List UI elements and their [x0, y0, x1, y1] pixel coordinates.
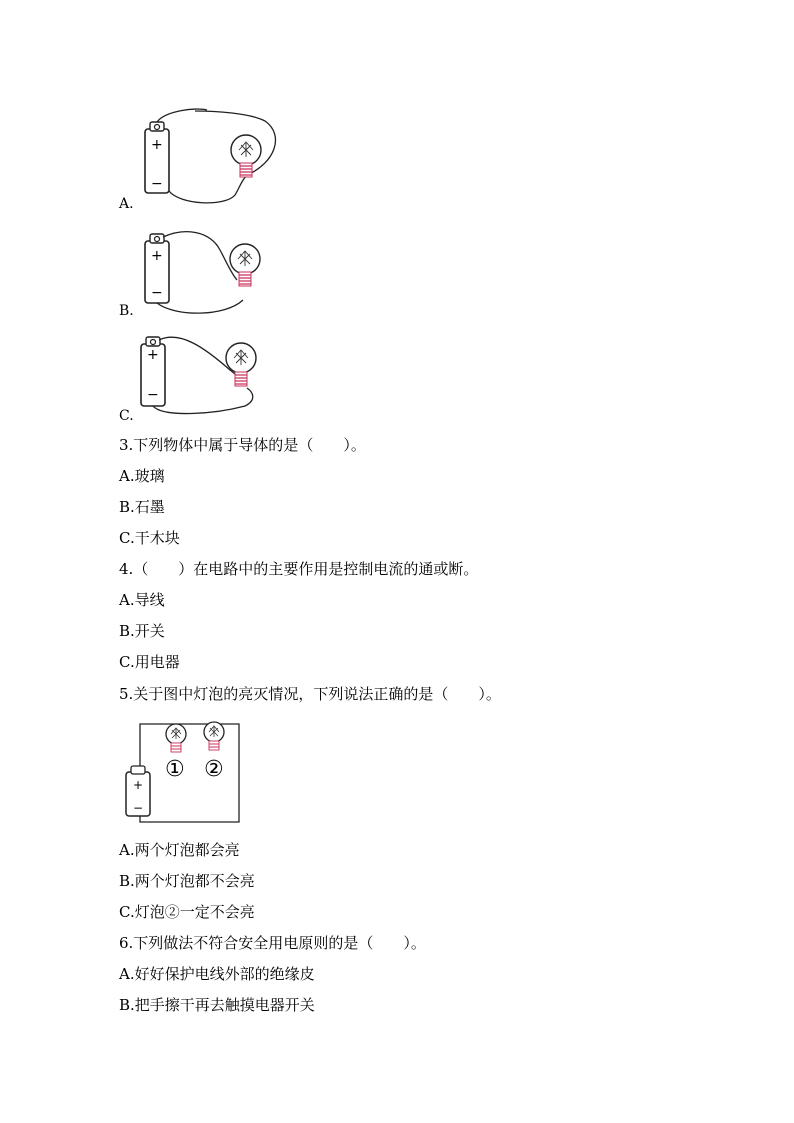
q2-option-a-label: A. [119, 196, 134, 212]
bulb-2 [204, 722, 224, 750]
battery-plus: + [133, 778, 144, 792]
q5-option-a: A.两个灯泡都会亮 [119, 841, 240, 859]
q2-option-b-label: B. [119, 303, 134, 319]
q6-stem: 6.下列做法不符合安全用电原则的是（ ）。 [119, 934, 426, 952]
q2-option-c-label: C. [119, 408, 134, 424]
q4-option-c: C.用电器 [119, 653, 180, 671]
circuit-figure-c [135, 330, 265, 420]
q4-stem: 4.（ ）在电路中的主要作用是控制电流的通或断。 [119, 560, 479, 578]
q5-circuit-figure [118, 714, 243, 826]
battery-minus: − [133, 801, 144, 815]
q6-option-b: B.把手擦干再去触摸电器开关 [119, 996, 315, 1014]
q3-option-b: B.石墨 [119, 498, 165, 516]
bulb-2-label: ② [204, 757, 224, 782]
q5-option-c: C.灯泡②一定不会亮 [119, 903, 255, 921]
battery-plus: + [151, 248, 163, 264]
battery-minus: − [147, 387, 159, 403]
q3-option-c: C.干木块 [119, 529, 180, 547]
circuit-figure-b [135, 225, 275, 320]
battery-plus: + [151, 137, 163, 153]
bulb-1-label: ① [165, 757, 185, 782]
q4-option-b: B.开关 [119, 622, 165, 640]
battery-plus: + [147, 347, 159, 363]
q6-option-a: A.好好保护电线外部的绝缘皮 [119, 965, 315, 983]
q4-option-a: A.导线 [119, 591, 165, 609]
q5-stem: 5.关于图中灯泡的亮灭情况，下列说法正确的是（ ）。 [119, 685, 501, 703]
battery-minus: − [151, 285, 163, 301]
q5-option-b: B.两个灯泡都不会亮 [119, 872, 255, 890]
battery-minus: − [151, 176, 163, 192]
circuit-figure-a [135, 105, 287, 210]
q3-option-a: A.玻璃 [119, 467, 165, 485]
q3-stem: 3.下列物体中属于导体的是（ ）。 [119, 436, 366, 454]
bulb-1 [166, 724, 186, 752]
